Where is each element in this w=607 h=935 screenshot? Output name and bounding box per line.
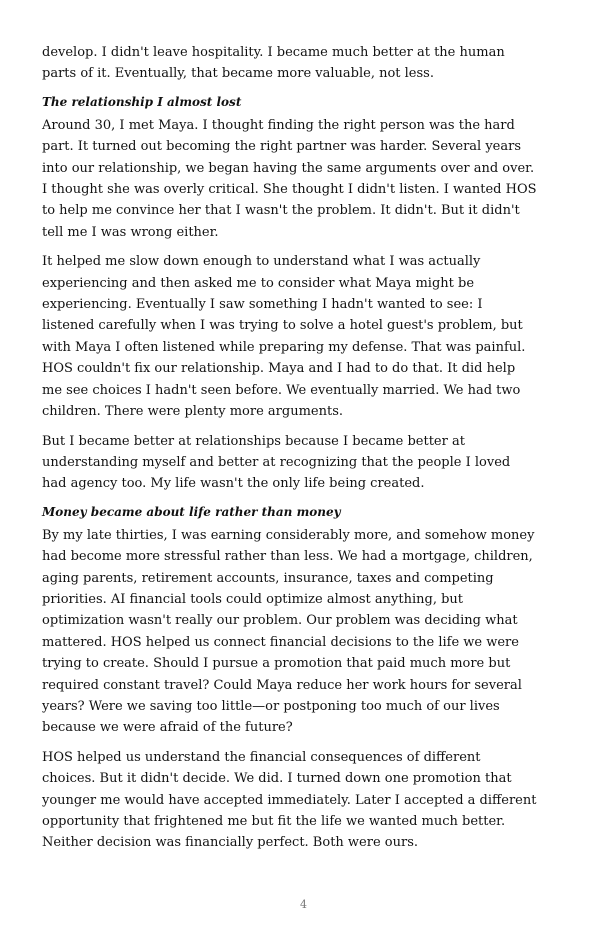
section-heading-money: Money became about life rather than money	[42, 504, 341, 519]
intro-paragraph: develop. I didn't leave hospitality. I became much better at the human parts of it. Eventually, that became more valuable, not less.	[42, 45, 505, 82]
page-number: 4	[300, 898, 307, 911]
section-heading-relationship: The relationship I almost lost	[42, 94, 242, 109]
relationship-paragraph-2: It helped me slow down enough to understand what I was actually experiencing and then asked me to consider what Maya might be experiencing. Eventually I saw something I hadn't wanted to see: I listened carefully when I was trying to solve a hotel guest's problem, but with Maya I often listened while preparing my defense. That was painful. HOS couldn't fix our relationship. Maya and I had to do that. It did help me see choices I hadn't seen before. We eventually married. We had two children. There were plenty more arguments.	[42, 254, 526, 420]
relationship-paragraph-3: But I became better at relationships because I became better at understanding myself and better at recognizing that the people I loved had agency too. My life wasn't the only life being created.	[42, 433, 511, 492]
money-paragraph-2: HOS helped us understand the financial consequences of different choices. But it didn't decide. We did. I turned down one promotion that younger me would have accepted immediately. Later I accepted a different opportunity that frightened me but fit the life we wanted much better. Neither decision was financially perfect. Both were ours.	[42, 749, 537, 851]
money-paragraph-1: By my late thirties, I was earning considerably more, and somehow money had become more stressful rather than less. We had a mortgage, children, aging parents, retirement accounts, insurance, taxes and competing priorities. AI financial tools could optimize almost anything, but optimization wasn't really our problem. Our problem was deciding what mattered. HOS helped us connect financial decisions to the life we were trying to create. Should I pursue a promotion that paid much more but required constant travel? Could Maya reduce her work hours for several years? Were we saving too little—or postponing too much of our lives because we were afraid of the future?	[42, 527, 535, 736]
document-page	[42, 42, 538, 862]
relationship-paragraph-1: Around 30, I met Maya. I thought finding the right person was the hard part. It turned out becoming the right partner was harder. Several years into our relationship, we began having the same arguments over and over. I thought she was overly critical. She thought I didn't listen. I wanted HOS to help me convince her that I wasn't the problem. It didn't. But it didn't tell me I was wrong either.	[42, 117, 537, 240]
